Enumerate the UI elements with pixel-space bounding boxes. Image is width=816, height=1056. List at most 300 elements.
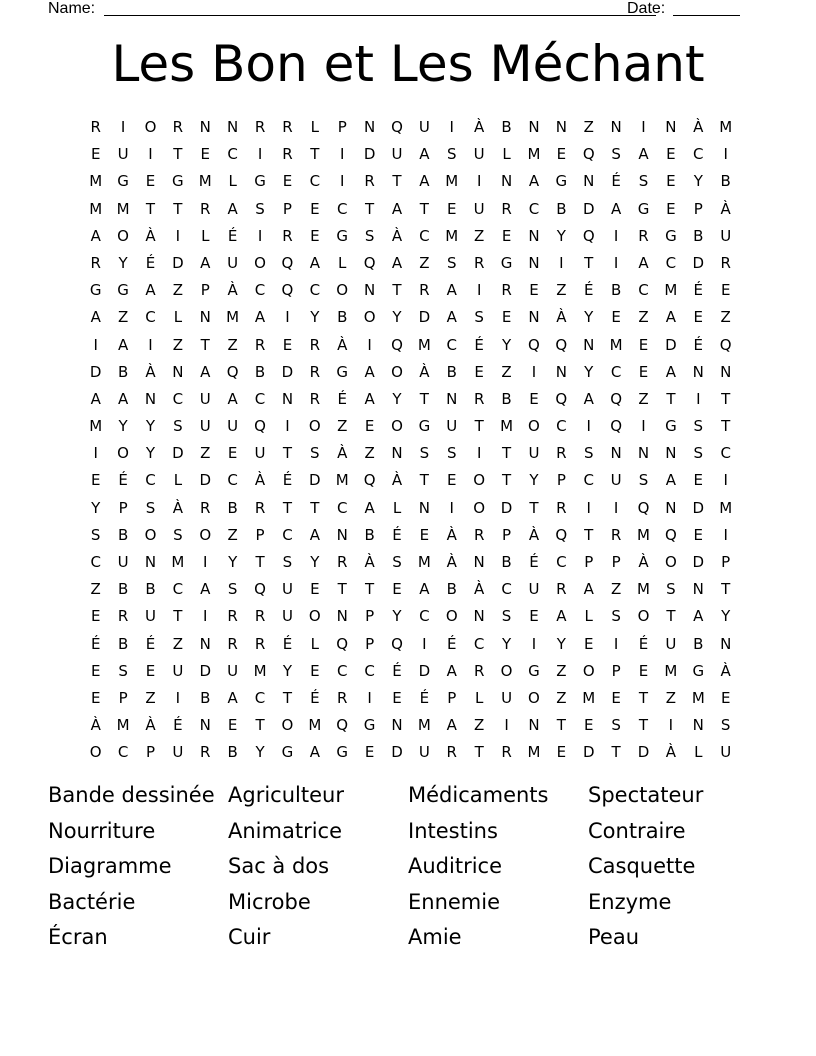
grid-letter[interactable]: C <box>172 580 184 599</box>
grid-letter[interactable]: C <box>583 471 594 490</box>
grid-letter[interactable]: É <box>392 661 402 680</box>
grid-letter[interactable]: M <box>445 226 459 245</box>
grid-letter[interactable]: T <box>173 607 183 626</box>
grid-letter[interactable]: P <box>365 634 375 653</box>
grid-letter[interactable]: Y <box>91 498 101 517</box>
grid-letter[interactable]: Z <box>364 444 375 463</box>
grid-letter[interactable]: S <box>173 417 183 436</box>
grid-letter[interactable]: U <box>418 743 430 762</box>
grid-letter[interactable]: E <box>611 688 621 707</box>
grid-letter[interactable]: T <box>365 199 375 218</box>
grid-letter[interactable]: P <box>584 553 594 571</box>
grid-letter[interactable]: É <box>474 335 484 354</box>
grid-letter[interactable]: U <box>720 226 732 245</box>
grid-letter[interactable]: Y <box>145 444 156 463</box>
grid-letter[interactable]: O <box>308 417 321 436</box>
grid-letter[interactable]: I <box>148 145 153 164</box>
grid-letter[interactable]: Q <box>555 335 568 354</box>
grid-letter[interactable]: T <box>611 743 621 762</box>
grid-letter[interactable]: É <box>118 471 128 490</box>
grid-letter[interactable]: É <box>693 335 704 354</box>
grid-letter[interactable]: S <box>666 580 676 599</box>
grid-letter[interactable]: G <box>665 417 677 436</box>
grid-letter[interactable]: G <box>637 199 650 218</box>
grid-letter[interactable]: N <box>583 335 595 354</box>
grid-letter[interactable]: Y <box>529 471 539 490</box>
grid-letter[interactable]: Y <box>255 743 265 762</box>
grid-letter[interactable]: R <box>556 580 567 599</box>
grid-letter[interactable]: À <box>638 553 649 571</box>
grid-letter[interactable]: C <box>117 743 129 762</box>
grid-letter[interactable]: P <box>502 525 512 544</box>
grid-letter[interactable]: A <box>583 580 594 599</box>
grid-letter[interactable]: O <box>336 281 349 300</box>
grid-letter[interactable]: Q <box>363 471 376 490</box>
grid-letter[interactable]: R <box>200 498 211 517</box>
grid-letter[interactable]: O <box>500 661 513 680</box>
grid-letter[interactable]: L <box>310 118 319 136</box>
grid-letter[interactable]: U <box>199 389 211 408</box>
grid-letter[interactable]: L <box>310 634 319 653</box>
grid-letter[interactable]: R <box>282 145 293 164</box>
grid-letter[interactable]: R <box>638 226 649 245</box>
grid-letter[interactable]: M <box>719 498 733 517</box>
grid-letter[interactable]: P <box>282 199 292 218</box>
grid-letter[interactable]: É <box>145 253 156 272</box>
grid-letter[interactable]: G <box>117 172 129 191</box>
grid-letter[interactable]: C <box>720 444 731 463</box>
grid-letter[interactable]: C <box>254 281 266 300</box>
grid-letter[interactable]: I <box>476 444 482 463</box>
grid-letter[interactable]: B <box>556 199 567 218</box>
grid-letter[interactable]: Y <box>392 389 402 408</box>
grid-letter[interactable]: D <box>582 743 595 762</box>
grid-letter[interactable]: E <box>227 716 238 735</box>
grid-letter[interactable]: L <box>228 172 237 191</box>
grid-letter[interactable]: Z <box>501 362 512 381</box>
grid-letter[interactable]: U <box>528 580 540 599</box>
grid-letter[interactable]: C <box>336 199 348 218</box>
grid-letter[interactable]: A <box>364 362 375 381</box>
grid-letter[interactable]: Q <box>254 580 266 599</box>
grid-letter[interactable]: E <box>474 362 484 381</box>
grid-letter[interactable]: E <box>310 226 320 245</box>
grid-letter[interactable]: N <box>418 498 430 517</box>
grid-letter[interactable]: M <box>527 145 541 164</box>
grid-letter[interactable]: O <box>117 226 129 245</box>
grid-letter[interactable]: B <box>693 226 704 245</box>
grid-letter[interactable]: S <box>638 471 649 490</box>
grid-letter[interactable]: E <box>392 580 402 599</box>
grid-letter[interactable]: E <box>90 661 101 680</box>
grid-letter[interactable]: O <box>445 607 458 626</box>
grid-letter[interactable]: M <box>582 688 596 707</box>
grid-letter[interactable]: A <box>90 226 101 245</box>
grid-letter[interactable]: A <box>556 607 567 626</box>
grid-letter[interactable]: U <box>281 580 293 599</box>
grid-letter[interactable]: Q <box>582 226 595 245</box>
grid-letter[interactable]: R <box>501 199 512 218</box>
grid-letter[interactable]: Y <box>118 253 128 272</box>
grid-letter[interactable]: C <box>145 308 156 327</box>
grid-letter[interactable]: I <box>723 525 728 544</box>
grid-letter[interactable]: B <box>501 118 512 136</box>
grid-letter[interactable]: E <box>310 661 320 680</box>
grid-letter[interactable]: À <box>556 308 567 327</box>
grid-letter[interactable]: Q <box>555 389 568 408</box>
grid-letter[interactable]: Y <box>310 308 320 327</box>
grid-letter[interactable]: A <box>200 362 211 381</box>
grid-letter[interactable]: I <box>586 417 591 436</box>
grid-letter[interactable]: C <box>336 498 348 517</box>
grid-letter[interactable]: Z <box>665 688 677 707</box>
grid-letter[interactable]: A <box>391 199 403 218</box>
grid-letter[interactable]: A <box>419 145 430 164</box>
grid-letter[interactable]: N <box>199 308 211 327</box>
grid-letter[interactable]: Y <box>392 308 402 327</box>
grid-letter[interactable]: É <box>611 172 621 191</box>
grid-letter[interactable]: D <box>665 335 677 354</box>
grid-letter[interactable]: M <box>226 308 240 327</box>
grid-letter[interactable]: Z <box>583 118 594 136</box>
grid-letter[interactable]: É <box>392 525 402 544</box>
grid-letter[interactable]: G <box>692 661 705 680</box>
grid-letter[interactable]: S <box>611 145 621 164</box>
grid-letter[interactable]: T <box>392 172 402 191</box>
grid-letter[interactable]: N <box>528 226 540 245</box>
grid-letter[interactable]: U <box>117 553 129 571</box>
grid-letter[interactable]: N <box>391 444 403 463</box>
grid-letter[interactable]: A <box>227 688 238 707</box>
grid-letter[interactable]: T <box>666 607 676 626</box>
grid-letter[interactable]: R <box>473 525 485 544</box>
grid-letter[interactable]: S <box>145 498 156 517</box>
grid-letter[interactable]: M <box>637 580 650 599</box>
grid-letter[interactable]: G <box>172 172 184 191</box>
grid-letter[interactable]: P <box>118 498 128 517</box>
grid-letter[interactable]: S <box>447 145 457 164</box>
grid-letter[interactable]: P <box>611 661 621 680</box>
grid-letter[interactable]: L <box>502 145 511 164</box>
grid-letter[interactable]: Q <box>336 716 349 735</box>
grid-letter[interactable]: I <box>203 607 208 626</box>
grid-letter[interactable]: S <box>447 444 457 463</box>
grid-letter[interactable]: U <box>720 743 732 762</box>
grid-letter[interactable]: T <box>666 389 676 408</box>
grid-letter[interactable]: O <box>117 444 129 463</box>
grid-letter[interactable]: Y <box>118 417 128 436</box>
grid-letter[interactable]: T <box>282 444 293 463</box>
grid-letter[interactable]: Y <box>145 417 156 436</box>
grid-letter[interactable]: A <box>446 281 457 300</box>
grid-letter[interactable]: E <box>583 716 594 735</box>
grid-letter[interactable]: O <box>144 525 157 544</box>
grid-letter[interactable]: À <box>693 118 704 136</box>
grid-letter[interactable]: I <box>285 417 290 436</box>
grid-letter[interactable]: S <box>638 172 649 191</box>
grid-letter[interactable]: N <box>446 389 458 408</box>
grid-letter[interactable]: À <box>391 471 403 490</box>
grid-letter[interactable]: R <box>254 335 266 354</box>
grid-letter[interactable]: U <box>391 145 403 164</box>
grid-letter[interactable]: T <box>474 743 484 762</box>
grid-letter[interactable]: I <box>367 688 372 707</box>
grid-letter[interactable]: D <box>692 253 705 272</box>
grid-letter[interactable]: É <box>145 634 156 653</box>
grid-letter[interactable]: T <box>337 580 347 599</box>
grid-letter[interactable]: R <box>227 607 238 626</box>
grid-letter[interactable]: A <box>665 471 677 490</box>
grid-letter[interactable]: T <box>255 716 265 735</box>
grid-letter[interactable]: Y <box>584 362 594 381</box>
grid-letter[interactable]: R <box>254 634 266 653</box>
grid-letter[interactable]: N <box>637 444 650 463</box>
grid-letter[interactable]: A <box>227 389 238 408</box>
grid-letter[interactable]: Z <box>474 226 485 245</box>
grid-letter[interactable]: M <box>417 553 431 571</box>
grid-letter[interactable]: I <box>257 145 263 164</box>
grid-letter[interactable]: R <box>227 634 238 653</box>
grid-letter[interactable]: E <box>693 471 704 490</box>
grid-letter[interactable]: B <box>145 580 156 599</box>
grid-letter[interactable]: A <box>528 172 540 191</box>
grid-letter[interactable]: D <box>692 553 705 571</box>
grid-letter[interactable]: T <box>419 389 429 408</box>
grid-letter[interactable]: U <box>446 417 458 436</box>
grid-letter[interactable]: I <box>93 444 98 463</box>
grid-letter[interactable]: P <box>611 553 621 571</box>
grid-letter[interactable]: Z <box>90 580 101 599</box>
grid-letter[interactable]: B <box>446 362 457 381</box>
grid-letter[interactable]: É <box>638 634 649 653</box>
grid-letter[interactable]: T <box>419 471 429 490</box>
grid-letter[interactable]: À <box>145 362 156 381</box>
grid-letter[interactable]: Z <box>556 661 567 680</box>
grid-letter[interactable]: T <box>638 716 649 735</box>
grid-letter[interactable]: R <box>336 553 348 571</box>
grid-letter[interactable]: C <box>610 362 622 381</box>
grid-letter[interactable]: I <box>504 716 509 735</box>
grid-letter[interactable]: P <box>337 118 347 136</box>
grid-letter[interactable]: N <box>199 118 211 136</box>
grid-letter[interactable]: M <box>664 281 678 300</box>
grid-letter[interactable]: L <box>392 498 402 517</box>
grid-letter[interactable]: É <box>90 634 101 653</box>
grid-letter[interactable]: R <box>473 253 485 272</box>
grid-letter[interactable]: I <box>120 118 126 136</box>
grid-letter[interactable]: I <box>449 498 454 517</box>
grid-letter[interactable]: E <box>583 634 594 653</box>
grid-letter[interactable]: I <box>476 172 482 191</box>
grid-letter[interactable]: C <box>309 281 321 300</box>
grid-letter[interactable]: U <box>144 607 156 626</box>
grid-letter[interactable]: T <box>255 553 265 571</box>
grid-letter[interactable]: U <box>528 444 540 463</box>
grid-letter[interactable]: I <box>613 498 619 517</box>
grid-letter[interactable]: À <box>446 553 457 571</box>
grid-letter[interactable]: N <box>336 525 348 544</box>
grid-letter[interactable]: U <box>501 688 513 707</box>
grid-letter[interactable]: B <box>720 172 731 191</box>
grid-letter[interactable]: À <box>720 661 731 680</box>
grid-letter[interactable]: A <box>446 308 457 327</box>
grid-letter[interactable]: C <box>254 688 266 707</box>
grid-letter[interactable]: C <box>473 634 485 653</box>
grid-letter[interactable]: N <box>473 607 485 626</box>
grid-letter[interactable]: B <box>337 308 348 327</box>
grid-letter[interactable]: E <box>282 335 293 354</box>
grid-letter[interactable]: I <box>613 253 619 272</box>
grid-letter[interactable]: À <box>419 362 430 381</box>
grid-letter[interactable]: M <box>89 172 103 191</box>
grid-letter[interactable]: R <box>200 743 211 762</box>
grid-letter[interactable]: G <box>500 253 513 272</box>
grid-letter[interactable]: R <box>90 253 101 272</box>
grid-letter[interactable]: R <box>254 498 266 517</box>
grid-letter[interactable]: U <box>172 743 184 762</box>
grid-letter[interactable]: E <box>145 661 156 680</box>
grid-letter[interactable]: M <box>664 661 678 680</box>
grid-letter[interactable]: Q <box>610 417 623 436</box>
grid-letter[interactable]: I <box>148 335 153 354</box>
grid-letter[interactable]: N <box>336 607 348 626</box>
grid-letter[interactable]: T <box>529 498 539 517</box>
date-blank-line[interactable] <box>673 15 740 16</box>
grid-letter[interactable]: À <box>720 199 731 218</box>
grid-letter[interactable]: N <box>555 362 567 381</box>
grid-letter[interactable]: C <box>638 281 649 300</box>
grid-letter[interactable]: T <box>282 688 293 707</box>
grid-letter[interactable]: B <box>254 362 266 381</box>
grid-letter[interactable]: M <box>609 335 623 354</box>
grid-letter[interactable]: E <box>227 444 238 463</box>
grid-letter[interactable]: Z <box>638 308 649 327</box>
grid-letter[interactable]: Z <box>145 688 156 707</box>
grid-letter[interactable]: S <box>501 607 512 626</box>
grid-letter[interactable]: I <box>449 118 454 136</box>
grid-letter[interactable]: O <box>281 716 294 735</box>
grid-letter[interactable]: É <box>337 389 347 408</box>
grid-letter[interactable]: N <box>692 716 704 735</box>
grid-letter[interactable]: Q <box>281 281 294 300</box>
grid-letter[interactable]: Y <box>310 553 320 571</box>
grid-letter[interactable]: Z <box>227 335 238 354</box>
grid-letter[interactable]: A <box>610 199 622 218</box>
grid-letter[interactable]: L <box>173 471 183 490</box>
grid-letter[interactable]: D <box>418 308 431 327</box>
grid-letter[interactable]: N <box>528 308 540 327</box>
grid-letter[interactable]: N <box>720 362 732 381</box>
grid-letter[interactable]: Y <box>228 553 238 571</box>
grid-letter[interactable]: I <box>257 226 263 245</box>
grid-letter[interactable]: B <box>117 634 129 653</box>
grid-letter[interactable]: À <box>337 335 348 354</box>
grid-letter[interactable]: E <box>310 199 320 218</box>
grid-letter[interactable]: R <box>282 226 293 245</box>
grid-letter[interactable]: N <box>172 362 184 381</box>
grid-letter[interactable]: A <box>419 580 430 599</box>
grid-letter[interactable]: Z <box>227 525 238 544</box>
grid-letter[interactable]: Z <box>610 580 622 599</box>
grid-letter[interactable]: G <box>418 417 431 436</box>
grid-letter[interactable]: Z <box>337 417 348 436</box>
grid-letter[interactable]: R <box>117 607 129 626</box>
grid-letter[interactable]: C <box>172 389 184 408</box>
grid-letter[interactable]: U <box>172 661 184 680</box>
grid-letter[interactable]: R <box>501 743 512 762</box>
grid-letter[interactable]: L <box>474 688 484 707</box>
grid-letter[interactable]: R <box>254 607 266 626</box>
grid-letter[interactable]: C <box>419 226 430 245</box>
grid-letter[interactable]: B <box>117 362 129 381</box>
grid-letter[interactable]: S <box>364 226 375 245</box>
grid-letter[interactable]: À <box>145 226 156 245</box>
grid-letter[interactable]: I <box>613 226 619 245</box>
grid-letter[interactable]: C <box>665 253 677 272</box>
grid-letter[interactable]: É <box>419 688 430 707</box>
grid-letter[interactable]: Q <box>528 335 540 354</box>
grid-letter[interactable]: E <box>666 145 676 164</box>
grid-letter[interactable]: U <box>227 417 239 436</box>
grid-letter[interactable]: I <box>476 281 482 300</box>
grid-letter[interactable]: D <box>309 471 321 490</box>
grid-letter[interactable]: U <box>665 634 677 653</box>
grid-letter[interactable]: B <box>364 525 375 544</box>
grid-letter[interactable]: D <box>172 444 184 463</box>
grid-letter[interactable]: E <box>556 743 567 762</box>
grid-letter[interactable]: G <box>665 226 677 245</box>
grid-letter[interactable]: E <box>556 145 567 164</box>
grid-letter[interactable]: I <box>175 688 181 707</box>
grid-letter[interactable]: E <box>501 226 512 245</box>
grid-letter[interactable]: T <box>721 417 731 436</box>
grid-letter[interactable]: I <box>641 417 646 436</box>
grid-letter[interactable]: N <box>665 444 677 463</box>
grid-letter[interactable]: R <box>254 118 266 136</box>
grid-letter[interactable]: B <box>610 281 622 300</box>
grid-letter[interactable]: B <box>200 688 211 707</box>
grid-letter[interactable]: T <box>721 580 731 599</box>
grid-letter[interactable]: S <box>611 607 621 626</box>
grid-letter[interactable]: E <box>364 743 375 762</box>
grid-letter[interactable]: A <box>665 362 677 381</box>
grid-letter[interactable]: I <box>723 471 728 490</box>
grid-letter[interactable]: Q <box>664 525 677 544</box>
grid-letter[interactable]: M <box>417 716 431 735</box>
grid-letter[interactable]: À <box>90 716 101 735</box>
grid-letter[interactable]: N <box>144 553 157 571</box>
grid-letter[interactable]: S <box>474 308 484 327</box>
grid-letter[interactable]: C <box>282 525 293 544</box>
grid-letter[interactable]: P <box>447 688 457 707</box>
grid-letter[interactable]: G <box>336 743 349 762</box>
grid-letter[interactable]: I <box>668 716 674 735</box>
grid-letter[interactable]: A <box>446 716 457 735</box>
grid-letter[interactable]: D <box>391 743 403 762</box>
grid-letter[interactable]: N <box>692 362 704 381</box>
grid-letter[interactable]: Q <box>336 634 349 653</box>
grid-letter[interactable]: D <box>281 362 294 381</box>
grid-letter[interactable]: É <box>529 553 539 571</box>
grid-letter[interactable]: R <box>172 118 184 136</box>
grid-letter[interactable]: I <box>367 335 372 354</box>
grid-letter[interactable]: À <box>172 498 183 517</box>
grid-letter[interactable]: N <box>610 118 622 136</box>
grid-letter[interactable]: S <box>255 199 265 218</box>
grid-letter[interactable]: À <box>145 716 156 735</box>
grid-letter[interactable]: R <box>556 444 567 463</box>
grid-letter[interactable]: A <box>391 253 403 272</box>
